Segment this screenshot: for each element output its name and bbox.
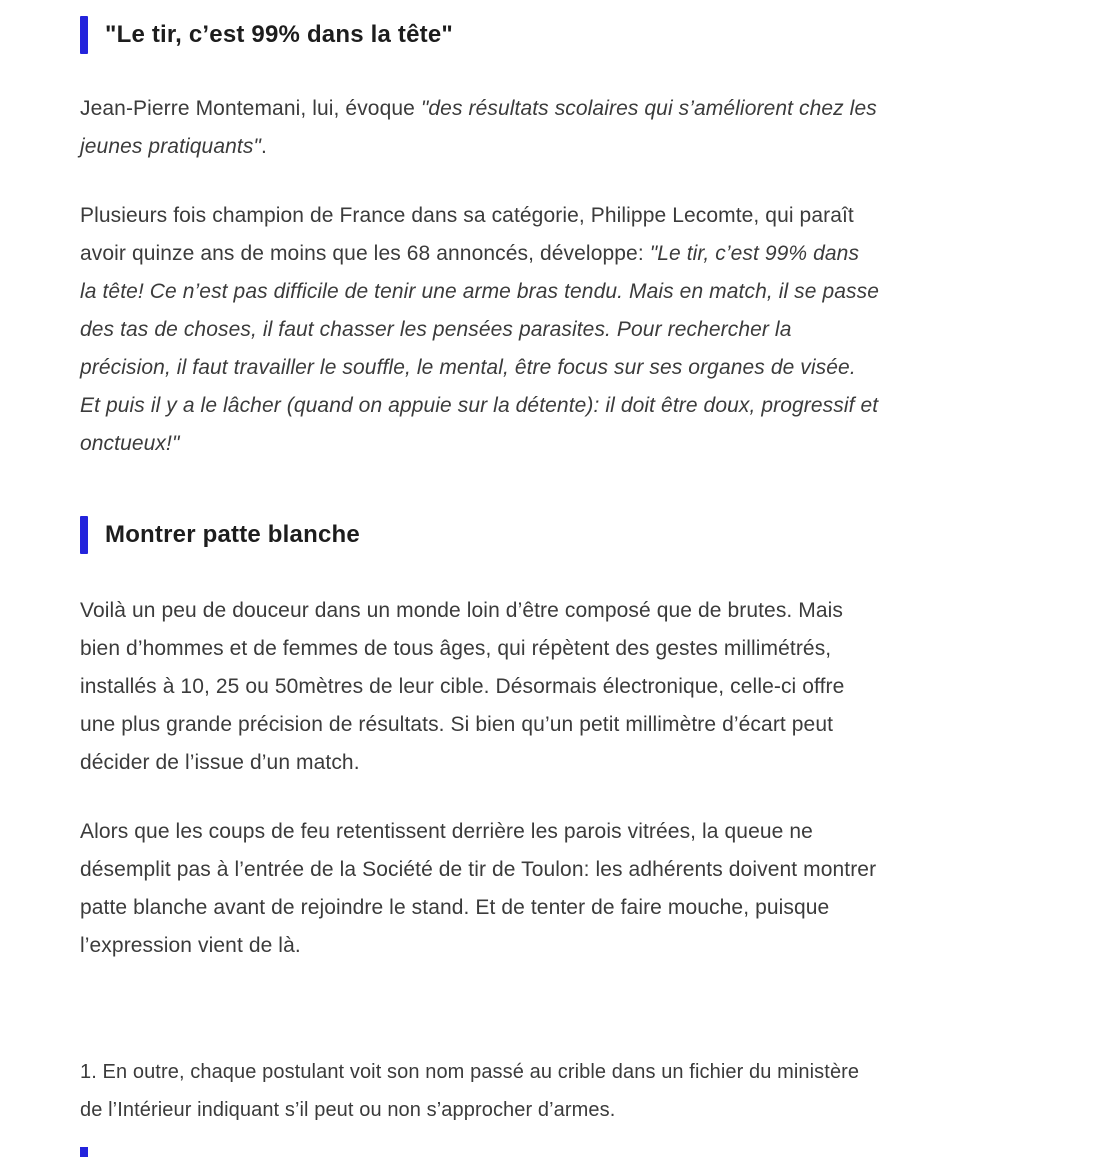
heading-text: "Le tir, c’est 99% dans la tête" bbox=[105, 21, 453, 48]
footnote bbox=[80, 1053, 880, 1129]
paragraph-quote-text: "des résultats scolaires qui s’améliorent chez les jeunes pratiquants" bbox=[80, 97, 877, 158]
footnote-text: 1. En outre, chaque postulant voit son nom passé au crible dans un fichier du ministère de l’Intérieur indiquant s’il peut ou non s’approcher d’armes. bbox=[80, 1061, 860, 1121]
paragraph bbox=[80, 90, 880, 166]
paragraph bbox=[80, 592, 880, 782]
paragraph-text: Voilà un peu de douceur dans un monde loin d’être composé que de brutes. Mais bien d’hommes et de femmes de tous âges, qui répètent des gestes millimétrés, installés à 10, 25 ou 50mètres de leur cible. Désormais électronique, celle-ci offre une plus grande précision de résultats. Si bien qu’un petit millimètre d’écart peut décider de l’issue d’un match. bbox=[80, 599, 845, 774]
paragraph-text: Alors que les coups de feu retentissent derrière les parois vitrées, la queue ne désemplit pas à l’entrée de la Société de tir de Toulon: les adhérents doivent montrer patte blanche avant de rejoindre le stand. Et de tenter de faire mouche, puisque l’expression vient de là. bbox=[80, 820, 877, 957]
section-montrer-patte-blanche bbox=[80, 516, 880, 965]
paragraph-text: Jean-Pierre Montemani, lui, évoque bbox=[80, 97, 421, 120]
heading-text: Montrer patte blanche bbox=[105, 521, 360, 548]
section-le-tir bbox=[80, 16, 880, 463]
paragraph bbox=[80, 197, 880, 463]
paragraph bbox=[80, 813, 880, 965]
section-heading bbox=[80, 16, 880, 54]
paragraph-text: . bbox=[260, 135, 267, 158]
heading-accent-bar bbox=[80, 516, 88, 554]
article-content bbox=[80, 0, 880, 1129]
paragraph-text: Plusieurs fois champion de France dans sa catégorie, Philippe Lecomte, qui paraît avoir quinze ans de moins que les 68 annoncés, développe: bbox=[80, 204, 854, 265]
paragraph-quote-text: "Le tir, c’est 99% dans la tête! Ce n’est pas difficile de tenir une arme bras tendu. Mais en match, il se passe des tas de choses, il faut chasser les pensées parasites. Pour rechercher la précision, il faut travailler le souffle, le mental, être focus sur ses organes de visée. Et puis il y a le lâcher (quand on appuie sur la détente): il doit être doux, progressif et onctueux!" bbox=[80, 242, 880, 455]
heading-accent-bar bbox=[80, 16, 88, 54]
section-heading bbox=[80, 516, 880, 554]
next-section-accent-bar-cutoff bbox=[80, 1147, 88, 1157]
